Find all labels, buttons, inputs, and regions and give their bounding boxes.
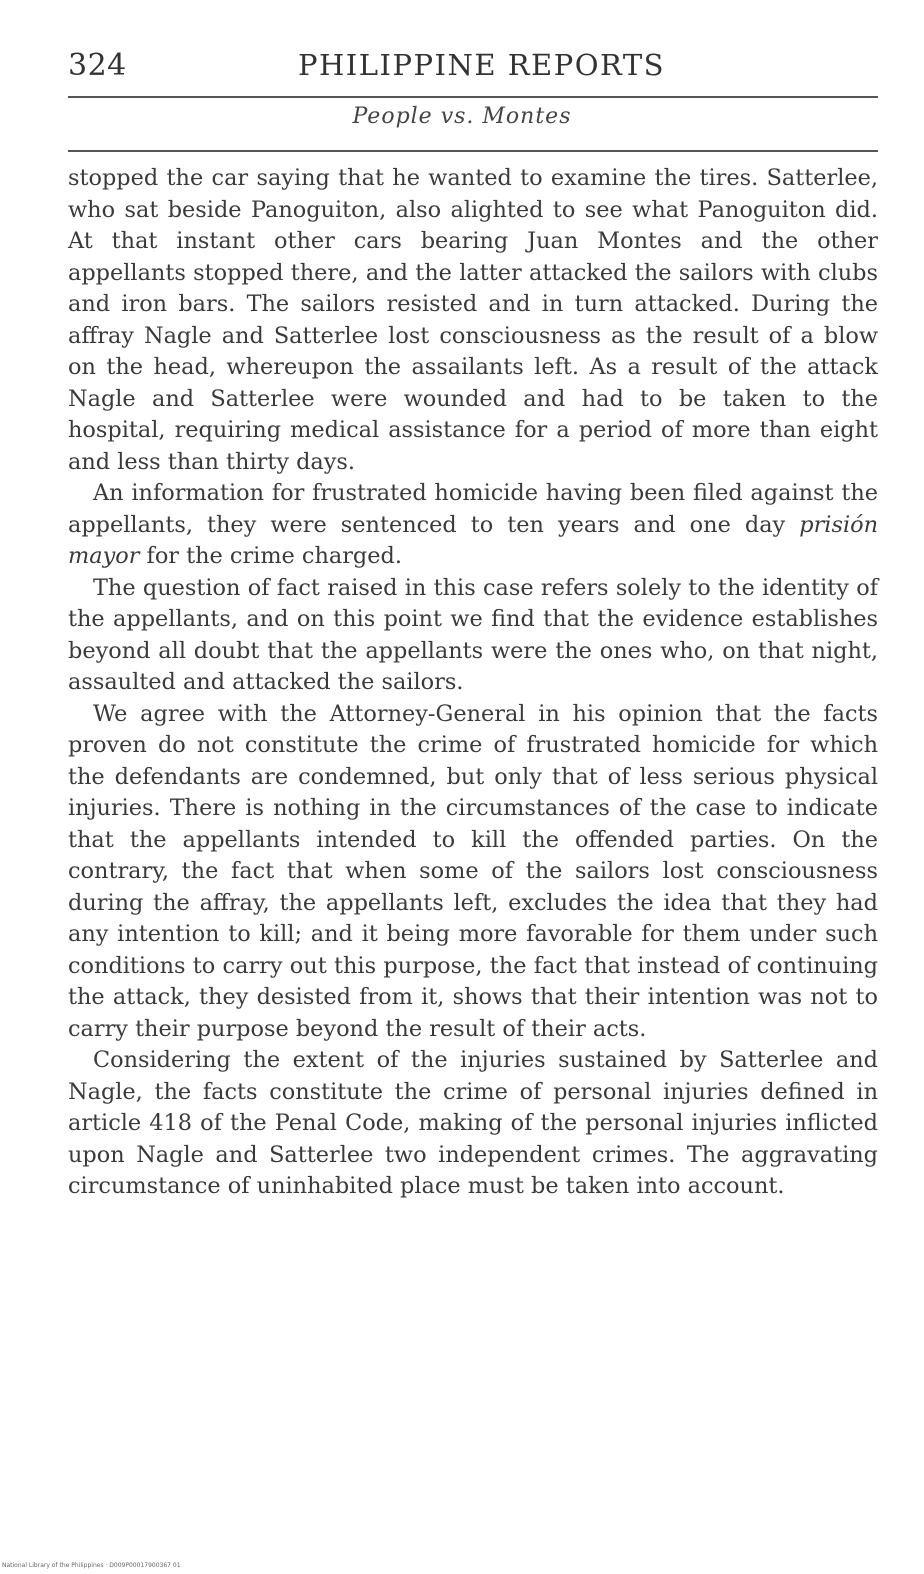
scan-footer-note: National Library of the Philippines · D009P00017900367 01 bbox=[2, 1562, 181, 1569]
body-text bbox=[68, 163, 878, 1203]
running-head: PHILIPPINE REPORTS bbox=[298, 48, 666, 82]
paragraph-2-part-1: An information for frustrated homicide having been filed against the appellants, they were sentenced to ten years and one day bbox=[68, 480, 878, 538]
page-number: 324 bbox=[68, 48, 127, 83]
header-rule-top bbox=[68, 96, 878, 98]
header-rule-bottom bbox=[68, 150, 878, 152]
paragraph-3: The question of fact raised in this case refers solely to the identity of the appellants, and on this point we find that the evidence establishes beyond all doubt that the appellants were the ones who, on that night, assaulted and attacked the sailors. bbox=[68, 574, 878, 695]
paragraph-2-italic-term: prisión mayor bbox=[68, 511, 878, 569]
paragraph-1: stopped the car saying that he wanted to examine the tires. Satterlee, who sat beside Panoguiton, also alighted to see what Panoguiton did. At that instant other cars bearing Juan Montes and the other appellants stopped there, and the latter attacked the sailors with clubs and iron bars. The sailors resisted and in turn attacked. During the affray Nagle and Satterlee lost consciousness as the result of a blow on the head, whereupon the assailants left. As a result of the attack Nagle and Satterlee were wounded and had to be taken to the hospital, requiring medical assistance for a period of more than eight and less than thirty days. bbox=[68, 165, 878, 475]
paragraph-2 bbox=[68, 478, 878, 573]
paragraph-4: We agree with the Attorney-General in his opinion that the facts proven do not constitute the crime of frustrated homicide for which the defendants are condemned, but only that of less serious physical injuries. There is nothing in the circumstances of the case to indicate that the appellants intended to kill the offended parties. On the contrary, the fact that when some of the sailors lost consciousness during the affray, the appellants left, excludes the idea that they had any intention to kill; and it being more favorable for them under such conditions to carry out this purpose, the fact that instead of continuing the attack, they desisted from it, shows that their intention was not to carry their purpose beyond the result of their acts. bbox=[68, 700, 878, 1042]
page-header bbox=[68, 40, 878, 90]
paragraph-2-part-2: for the crime charged. bbox=[139, 543, 402, 569]
case-title: People vs. Montes bbox=[352, 104, 572, 129]
paragraph-5: Considering the extent of the injuries sustained by Satterlee and Nagle, the facts constitute the crime of personal injuries defined in article 418 of the Penal Code, making of the personal injuries inflicted upon Nagle and Satterlee two independent crimes. The aggravating circumstance of uninhabited place must be taken into account. bbox=[68, 1047, 878, 1199]
